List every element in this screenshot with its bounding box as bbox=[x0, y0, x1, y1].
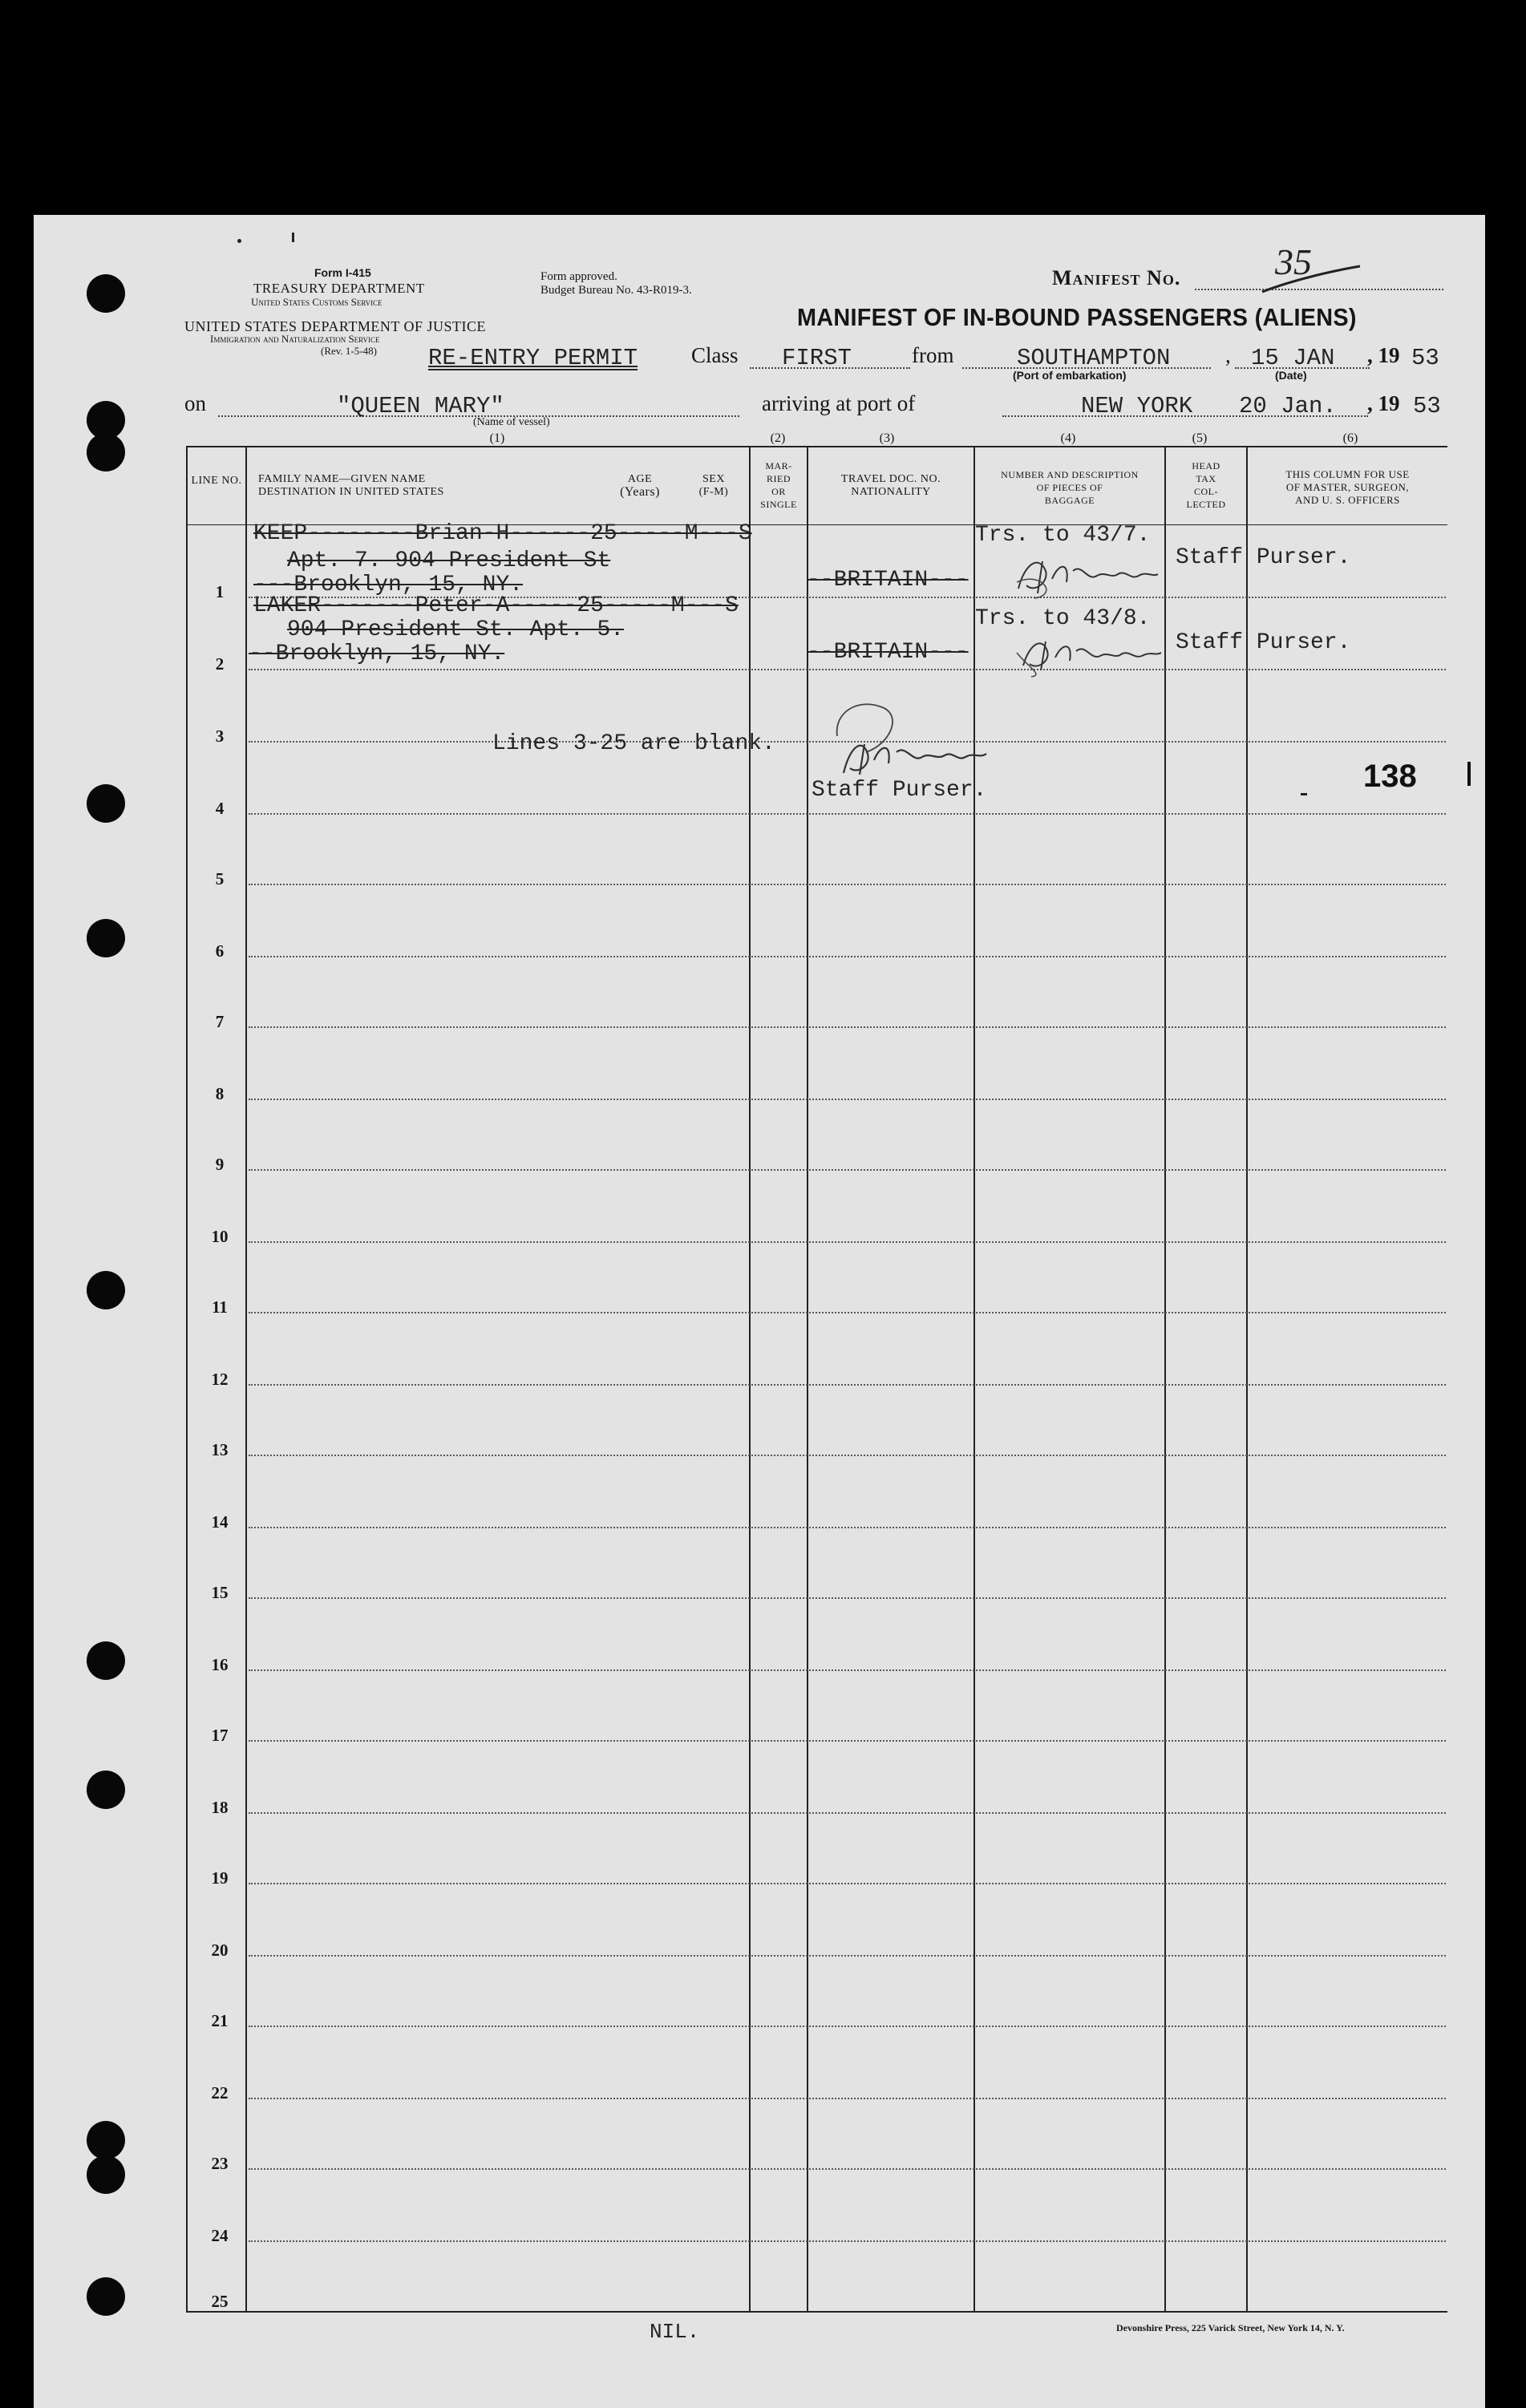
page-stamp-number: 138 bbox=[1363, 759, 1417, 794]
year-prefix-1: , 19 bbox=[1367, 343, 1400, 367]
form-id: Form I-415 bbox=[314, 266, 371, 279]
entry-1-baggage: Trs. to 43/7. bbox=[975, 523, 1151, 548]
row-number: 4 bbox=[215, 799, 225, 818]
header-nationality: NATIONALITY bbox=[851, 486, 931, 498]
row-rule bbox=[249, 669, 1446, 670]
row-rule bbox=[249, 1099, 1446, 1100]
approval-line-1: Form approved. bbox=[540, 270, 617, 283]
row-number: 8 bbox=[215, 1084, 225, 1103]
column-number-6: (6) bbox=[1342, 431, 1358, 445]
header-baggage-1: NUMBER AND DESCRIPTION bbox=[1001, 469, 1139, 480]
row-number: 14 bbox=[211, 1512, 229, 1532]
edge-mark bbox=[1467, 762, 1471, 786]
class-value: FIRST bbox=[782, 345, 852, 371]
manifest-no-label: Manifest No. bbox=[1052, 266, 1181, 289]
header-sex-unit: (F-M) bbox=[698, 486, 729, 498]
column-number-5: (5) bbox=[1192, 431, 1208, 445]
agency-treasury: TREASURY DEPARTMENT bbox=[253, 281, 425, 296]
row-number: 25 bbox=[211, 2292, 229, 2311]
row-number: 7 bbox=[215, 1012, 225, 1031]
row-number: 16 bbox=[211, 1655, 229, 1674]
port-of-embarkation: SOUTHAMPTON bbox=[1017, 345, 1171, 371]
row-number: 11 bbox=[212, 1297, 228, 1317]
row-number: 2 bbox=[215, 654, 225, 674]
manifest-no-value: 35 bbox=[1275, 241, 1312, 282]
row-number: 15 bbox=[211, 1583, 229, 1602]
row-rule bbox=[249, 1527, 1446, 1528]
signer-title: Staff Purser. bbox=[812, 778, 987, 803]
column-divider bbox=[1246, 446, 1248, 2313]
entry-2-address-2: --Brooklyn, 15, NY. bbox=[249, 641, 505, 666]
embarkation-date: 15 JAN bbox=[1251, 345, 1335, 371]
row-rule bbox=[249, 1384, 1446, 1386]
row-number: 9 bbox=[215, 1155, 225, 1174]
approval-line-2: Budget Bureau No. 43-R019-3. bbox=[540, 284, 692, 297]
manifest-no-pen-stroke bbox=[1259, 265, 1363, 297]
row-rule bbox=[249, 1812, 1446, 1814]
port-embarkation-caption: (Port of embarkation) bbox=[1013, 369, 1127, 382]
row-number: 12 bbox=[211, 1370, 229, 1389]
arrival-date: 20 Jan. bbox=[1239, 393, 1337, 419]
vessel-name: "QUEEN MARY" bbox=[337, 393, 504, 419]
header-married-4: SINGLE bbox=[760, 499, 797, 510]
entry-1-remark: Staff Purser. bbox=[1176, 545, 1351, 570]
row-rule bbox=[249, 2240, 1446, 2242]
row-rule bbox=[249, 1883, 1446, 1884]
punch-hole bbox=[87, 1771, 125, 1809]
header-age-unit: (Years) bbox=[620, 485, 660, 499]
column-number-4: (4) bbox=[1060, 431, 1076, 445]
agency-justice: UNITED STATES DEPARTMENT OF JUSTICE bbox=[184, 318, 487, 334]
row-number: 23 bbox=[211, 2154, 229, 2173]
row-rule bbox=[249, 2098, 1446, 2099]
header-baggage-2: OF PIECES OF bbox=[1036, 482, 1103, 493]
port-of-arrival: NEW YORK bbox=[1081, 393, 1193, 419]
stray-mark bbox=[292, 233, 294, 242]
row-number: 22 bbox=[211, 2083, 229, 2102]
header-line-no: LINE NO. bbox=[191, 475, 242, 487]
row-rule bbox=[249, 1955, 1446, 1957]
row-rule bbox=[249, 1241, 1446, 1243]
row-number: 19 bbox=[211, 1868, 229, 1888]
header-family-name: FAMILY NAME—GIVEN NAME bbox=[258, 473, 426, 485]
permit-type: RE-ENTRY PERMIT bbox=[428, 345, 638, 371]
punch-hole bbox=[87, 2155, 125, 2194]
row-number: 18 bbox=[211, 1798, 229, 1817]
punch-hole bbox=[87, 784, 125, 823]
entry-1-name-line: KEEP--------Brian-H------25-----M---S bbox=[253, 521, 752, 546]
row-number: 6 bbox=[215, 941, 225, 961]
row-rule bbox=[249, 956, 1446, 957]
header-destination: DESTINATION IN UNITED STATES bbox=[258, 486, 444, 498]
header-age: AGE bbox=[627, 473, 653, 485]
row-rule bbox=[249, 1169, 1446, 1171]
row-rule bbox=[249, 1740, 1446, 1742]
row-rule bbox=[249, 1455, 1446, 1456]
agency-justice-sub: Immigration and Naturalization Service bbox=[210, 333, 380, 345]
header-head-tax-4: LECTED bbox=[1186, 499, 1226, 510]
header-travel-doc: TRAVEL DOC. NO. bbox=[840, 473, 941, 485]
row-number: 20 bbox=[211, 1941, 229, 1960]
column-divider bbox=[807, 446, 808, 2313]
punch-hole bbox=[87, 2277, 125, 2316]
stray-mark bbox=[237, 239, 241, 243]
arriving-label: arriving at port of bbox=[762, 391, 916, 415]
entry-2-address-1: 904 President St. Apt. 5. bbox=[287, 617, 625, 642]
form-revision: (Rev. 1-5-48) bbox=[321, 345, 377, 357]
agency-treasury-sub: United States Customs Service bbox=[251, 296, 383, 308]
vessel-caption: (Name of vessel) bbox=[473, 416, 550, 428]
column-divider bbox=[749, 446, 751, 2313]
table-left-border bbox=[186, 446, 188, 2313]
header-baggage-3: BAGGAGE bbox=[1044, 495, 1095, 506]
entry-2-nationality: --BRITAIN--- bbox=[807, 640, 969, 665]
year-2: 53 bbox=[1413, 393, 1441, 419]
row-number: 17 bbox=[211, 1726, 229, 1745]
header-head-tax-1: HEAD bbox=[1192, 460, 1220, 471]
header-married-3: OR bbox=[771, 486, 786, 497]
date-separator: , bbox=[1225, 343, 1231, 367]
row-number: 21 bbox=[211, 2011, 229, 2030]
punch-hole bbox=[87, 1641, 125, 1680]
year-prefix-2: , 19 bbox=[1367, 391, 1400, 415]
year-1: 53 bbox=[1411, 345, 1439, 371]
table-bottom-border bbox=[186, 2311, 1447, 2313]
table-top-border bbox=[186, 446, 1447, 447]
punch-hole bbox=[87, 1271, 125, 1309]
row-number: 10 bbox=[211, 1227, 229, 1246]
blank-lines-note: Lines 3-25 are blank. bbox=[492, 731, 775, 756]
entry-1-nationality: --BRITAIN--- bbox=[807, 568, 969, 593]
entry-1-address-1: Apt. 7. 904 President St bbox=[287, 548, 611, 573]
entry-2-remark: Staff Purser. bbox=[1176, 630, 1351, 655]
punch-hole bbox=[87, 274, 125, 313]
header-married-1: MAR- bbox=[765, 460, 792, 471]
header-officers-1: THIS COLUMN FOR USE bbox=[1285, 468, 1410, 480]
header-head-tax-2: TAX bbox=[1196, 473, 1216, 484]
from-label: from bbox=[912, 343, 954, 367]
row-number: 3 bbox=[215, 726, 225, 746]
entry-2-signature bbox=[1012, 629, 1164, 678]
header-officers-2: OF MASTER, SURGEON, bbox=[1285, 481, 1410, 493]
entry-2-name-line: LAKER-------Peter-A-----25-----M---S bbox=[253, 593, 739, 618]
row-number: 1 bbox=[215, 582, 225, 601]
column-divider bbox=[1164, 446, 1166, 2313]
staff-purser-signature bbox=[826, 696, 1002, 784]
entry-1-signature bbox=[1010, 547, 1163, 603]
column-number-3: (3) bbox=[879, 431, 895, 445]
entry-1-address-2: ---Brooklyn, 15, NY. bbox=[253, 573, 524, 597]
date-caption: (Date) bbox=[1275, 369, 1307, 382]
row-number: 24 bbox=[211, 2226, 229, 2245]
row-rule bbox=[249, 2026, 1446, 2027]
punch-hole bbox=[87, 919, 125, 957]
entry-2-baggage: Trs. to 43/8. bbox=[975, 606, 1151, 631]
punch-hole bbox=[87, 433, 125, 471]
on-label: on bbox=[184, 391, 206, 415]
column-number-1: (1) bbox=[489, 431, 505, 445]
row-rule bbox=[249, 2168, 1446, 2170]
printer-imprint: Devonshire Press, 225 Varick Street, New York 14, N. Y. bbox=[1116, 2322, 1345, 2333]
row-number: 13 bbox=[211, 1440, 229, 1459]
row-rule bbox=[249, 1026, 1446, 1028]
row-number: 5 bbox=[215, 869, 225, 888]
stamp-mark bbox=[1301, 793, 1307, 795]
form-title: MANIFEST OF IN-BOUND PASSENGERS (ALIENS) bbox=[797, 303, 1357, 331]
row-rule bbox=[249, 1669, 1446, 1671]
header-officers-3: AND U. S. OFFICERS bbox=[1295, 494, 1400, 506]
row-rule bbox=[249, 1597, 1446, 1599]
column-number-2: (2) bbox=[770, 431, 786, 445]
nil-note: NIL. bbox=[650, 2320, 700, 2344]
class-label: Class bbox=[691, 343, 739, 367]
row-rule bbox=[249, 884, 1446, 885]
row-rule bbox=[249, 1312, 1446, 1313]
header-head-tax-3: COL- bbox=[1194, 486, 1218, 497]
punch-hole bbox=[87, 2121, 125, 2159]
header-married-2: RIED bbox=[767, 473, 791, 484]
header-sex: SEX bbox=[702, 473, 725, 485]
row-rule bbox=[249, 813, 1446, 815]
